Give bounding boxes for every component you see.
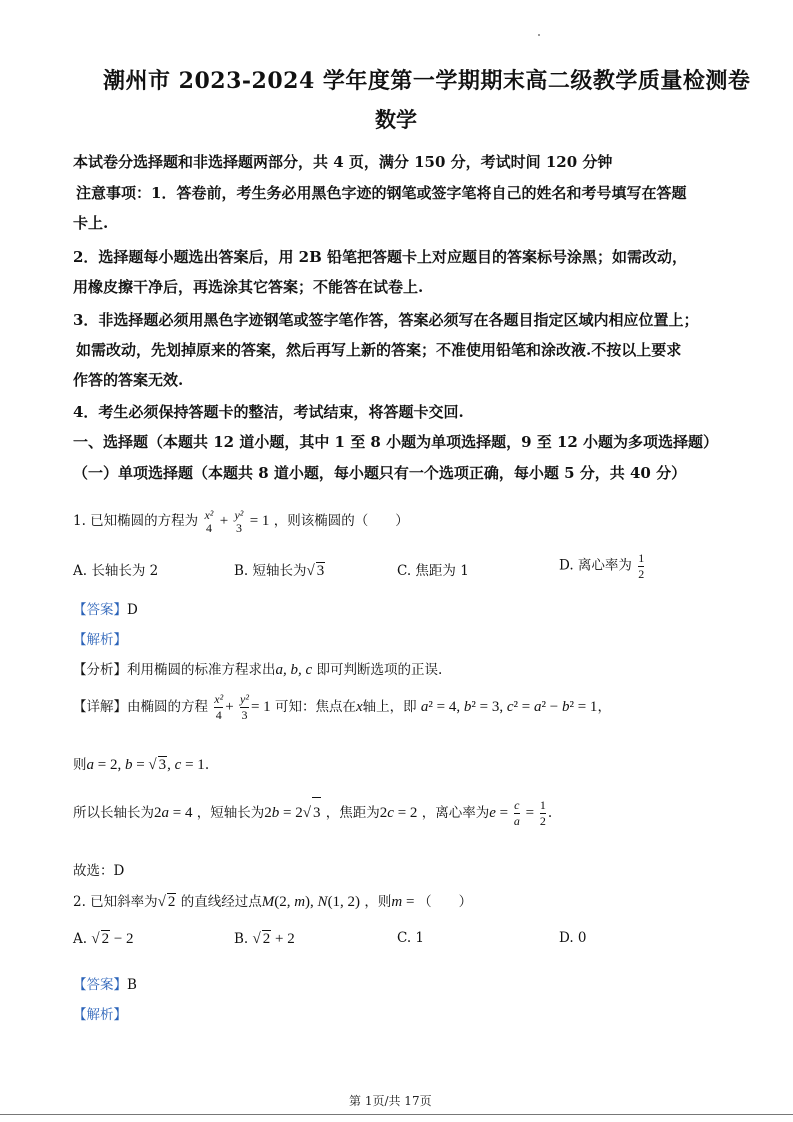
- q1-then: 则a = 2, b = √ 3, c = 1.: [73, 757, 210, 773]
- note-3-line-3: 作答的答案无效.: [73, 371, 184, 389]
- q1-stem-post: ，则该椭圆的（ ）: [273, 513, 409, 529]
- page-number: 第 1页/共 17页: [349, 1094, 432, 1108]
- q1-choose: 故选：D: [73, 863, 125, 879]
- q1-frac-x2-4: x² 4: [204, 507, 214, 535]
- q1-answer: 【答案】D: [73, 602, 138, 618]
- q2-stem: 2. 已知斜率为√ 2 的直线经过点M(2, m), N(1, 2) ，则m = （ ）: [73, 894, 473, 910]
- q2-option-d: D. 0: [559, 930, 587, 946]
- note-3-line-1: 3．非选择题必须用黑色字迹钢笔或签字笔作答，答案必须写在各题目指定区域内相应位置上；: [73, 311, 699, 329]
- note-4: 4．考生必须保持答题卡的整洁，考试结束，将答题卡交回.: [73, 403, 464, 421]
- scan-dot: [538, 34, 540, 36]
- q1-detail: 【详解】由椭圆的方程 $\frac{\text{x²}}{4}$ + $\frac{\text{y²}}{3}$ = 1 可知：焦点在x轴上，即 a² = 4, b² = 3, c² = a² − b² = 1，: [73, 692, 611, 722]
- q1-option-a: A. 长轴长为 2: [73, 563, 159, 579]
- q2-option-b: B. √ 2 + 2: [234, 931, 295, 947]
- q2-option-a: A. √ 2 − 2: [73, 931, 134, 947]
- q2-option-c: C. 1: [397, 930, 425, 946]
- q1-analysis-tag: 【解析】: [73, 632, 127, 648]
- section-part-1-sub: （一）单项选择题（本题共 8 道小题，每小题只有一个选项正确，每小题 5 分，共 40 分）: [73, 464, 687, 482]
- note-2-line-2: 用橡皮擦干净后，再选涂其它答案；不能答在试卷上.: [73, 278, 424, 296]
- exam-title: 潮州市 2023-2024 学年度第一学期期末高二级教学质量检测卷: [103, 68, 751, 94]
- exam-subject: 数学: [375, 107, 417, 132]
- q1-fenxi: 【分析】利用椭圆的标准方程求出a, b, c 即可判断选项的正误.: [73, 662, 443, 678]
- q1-conclusion: 所以长轴长为2a = 4 ，短轴长为2b = 2√ 3 ，焦距为2c = 2 ，离心率为e = $\frac{c}{a}$ = $\frac{1}{2}$ .: [73, 798, 553, 828]
- note-1-line-2: 卡上.: [73, 214, 109, 232]
- intro-text: 本试卷分选择题和非选择题两部分，共 4 页，满分 150 分，考试时间 120 分钟: [73, 153, 613, 171]
- footer-divider: [0, 1114, 793, 1115]
- q1-frac-y2-3: y² 3: [234, 507, 244, 535]
- q1-option-b: B. 短轴长为√ 3: [234, 563, 325, 579]
- note-1-line-1: 注意事项：1．答卷前，考生务必用黑色字迹的钢笔或签字笔将自己的姓名和考号填写在答题: [76, 184, 687, 202]
- q1-option-d: D. 离心率为 $\frac{1}{2}$: [559, 551, 645, 581]
- q1-stem: 1. 已知椭圆的方程为 x² 4 + y² 3 = 1 ，则该椭圆的（ ）: [73, 507, 409, 535]
- q1-option-c: C. 焦距为 1: [397, 563, 469, 579]
- note-3-line-2: 如需改动，先划掉原来的答案，然后再写上新的答案；不准使用铅笔和涂改液.不按以上要求: [76, 341, 682, 359]
- q2-answer: 【答案】B: [73, 977, 137, 993]
- section-part-1: 一、选择题（本题共 12 道小题，其中 1 至 8 小题为单项选择题，9 至 12 小题为多项选择题）: [73, 433, 719, 451]
- note-2-line-1: 2．选择题每小题选出答案后，用 2B 铅笔把答题卡上对应题目的答案标号涂黑；如需改动，: [73, 248, 688, 266]
- q2-analysis-tag: 【解析】: [73, 1007, 127, 1023]
- q1-stem-pre: 1. 已知椭圆的方程为: [73, 513, 199, 529]
